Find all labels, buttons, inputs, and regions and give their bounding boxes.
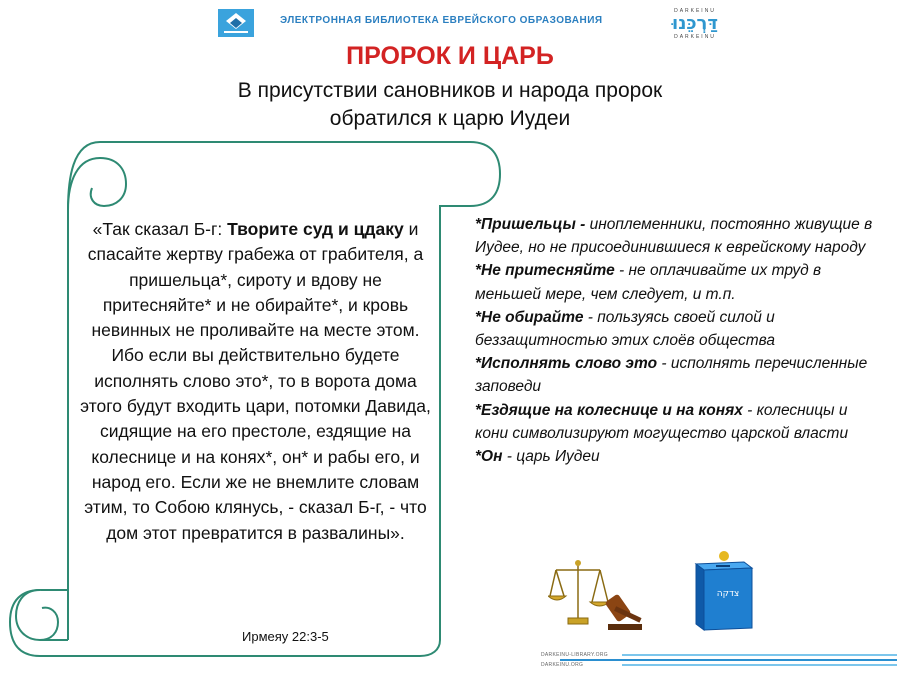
brand-hebrew: דַּרְכֵּנוּ [672, 13, 718, 34]
note-text: иноплеменники, постоянно живущие в Иудее, но не присоединившиеся к еврейскому народу [475, 216, 873, 257]
note-item [475, 259, 875, 305]
quote-body: и спасайте жертву грабежа от грабителя, а пришельца*, сироту и вдову не притесняйте* и не обирайте*, и кровь невинных не проливайте на месте этом. Ибо если вы действительно будете исполнять слово это*, то в ворота дома этого будут входить цари, потомки Давида, сидящие на его престоле, ездящие на колеснице и на конях*, он* и рабы его, и народ его. Если же не внемлите словам этим, то Собою клянусь, - сказал Б-г, - что дом этот превратится в развалины». [80, 219, 431, 543]
note-text: - исполнять перечисленные заповеди [475, 355, 868, 396]
header-title-part1: ЭЛЕКТРОННАЯ БИБЛИОТЕКА [280, 15, 443, 26]
tzedakah-box-label: צדקה [716, 589, 740, 599]
quote-text [78, 217, 433, 546]
brand-small-bottom: DARKEINU [674, 34, 716, 40]
quote-bold: Творите суд и цдаку [227, 219, 404, 239]
footer-url-main: DARKEINU.ORG [541, 662, 584, 668]
note-item [475, 399, 875, 445]
quote-reference: Ирмеяу 22:3-5 [242, 629, 329, 644]
note-term: *Не притесняйте [475, 262, 615, 280]
glossary-notes [475, 213, 875, 468]
library-logo-icon [218, 9, 254, 37]
footer-line-top [622, 654, 897, 656]
library-header-title [280, 15, 603, 26]
header-title-part2: ЕВРЕЙСКОГО ОБРАЗОВАНИЯ [442, 15, 603, 26]
quote-intro: «Так сказал Б-г: [92, 219, 228, 239]
note-item [475, 306, 875, 352]
note-term: *Пришельцы - [475, 216, 586, 233]
note-term: *Не обирайте [475, 308, 584, 326]
note-item [475, 213, 875, 259]
footer-url-library: DARKEINU-LIBRARY.ORG [541, 652, 608, 658]
note-text: - не оплачивайте их труд в меньшей мере, чем следует, и т.п. [475, 262, 822, 303]
page-subtitle [150, 77, 750, 133]
darkeinu-brand-logo [660, 8, 730, 40]
gavel-icon [605, 594, 642, 630]
note-item [475, 445, 875, 468]
tzedakah-box-icon [686, 550, 756, 632]
page-title: ПРОРОК И ЦАРЬ [346, 42, 554, 70]
note-term: *Он [475, 448, 503, 466]
subtitle-line-1: В присутствии сановников и народа пророк [237, 79, 663, 102]
note-text: - пользуясь своей силой и беззащитностью этих слоёв общества [475, 308, 776, 350]
brand-small-top: DARKEINU [674, 8, 716, 14]
footer-line-middle [560, 659, 897, 661]
note-text: - колесницы и кони символизируют могущество царской власти [475, 401, 849, 442]
subtitle-line-2: обратился к царю Иудеи [329, 107, 571, 130]
note-text: - царь Иудеи [502, 448, 600, 466]
note-item [475, 352, 875, 398]
note-term: *Ездящие на колеснице и на конях [475, 401, 743, 419]
footer-line-bottom [622, 664, 897, 666]
note-term: *Исполнять слово это [475, 355, 658, 373]
scales-of-justice-icon [548, 556, 644, 632]
